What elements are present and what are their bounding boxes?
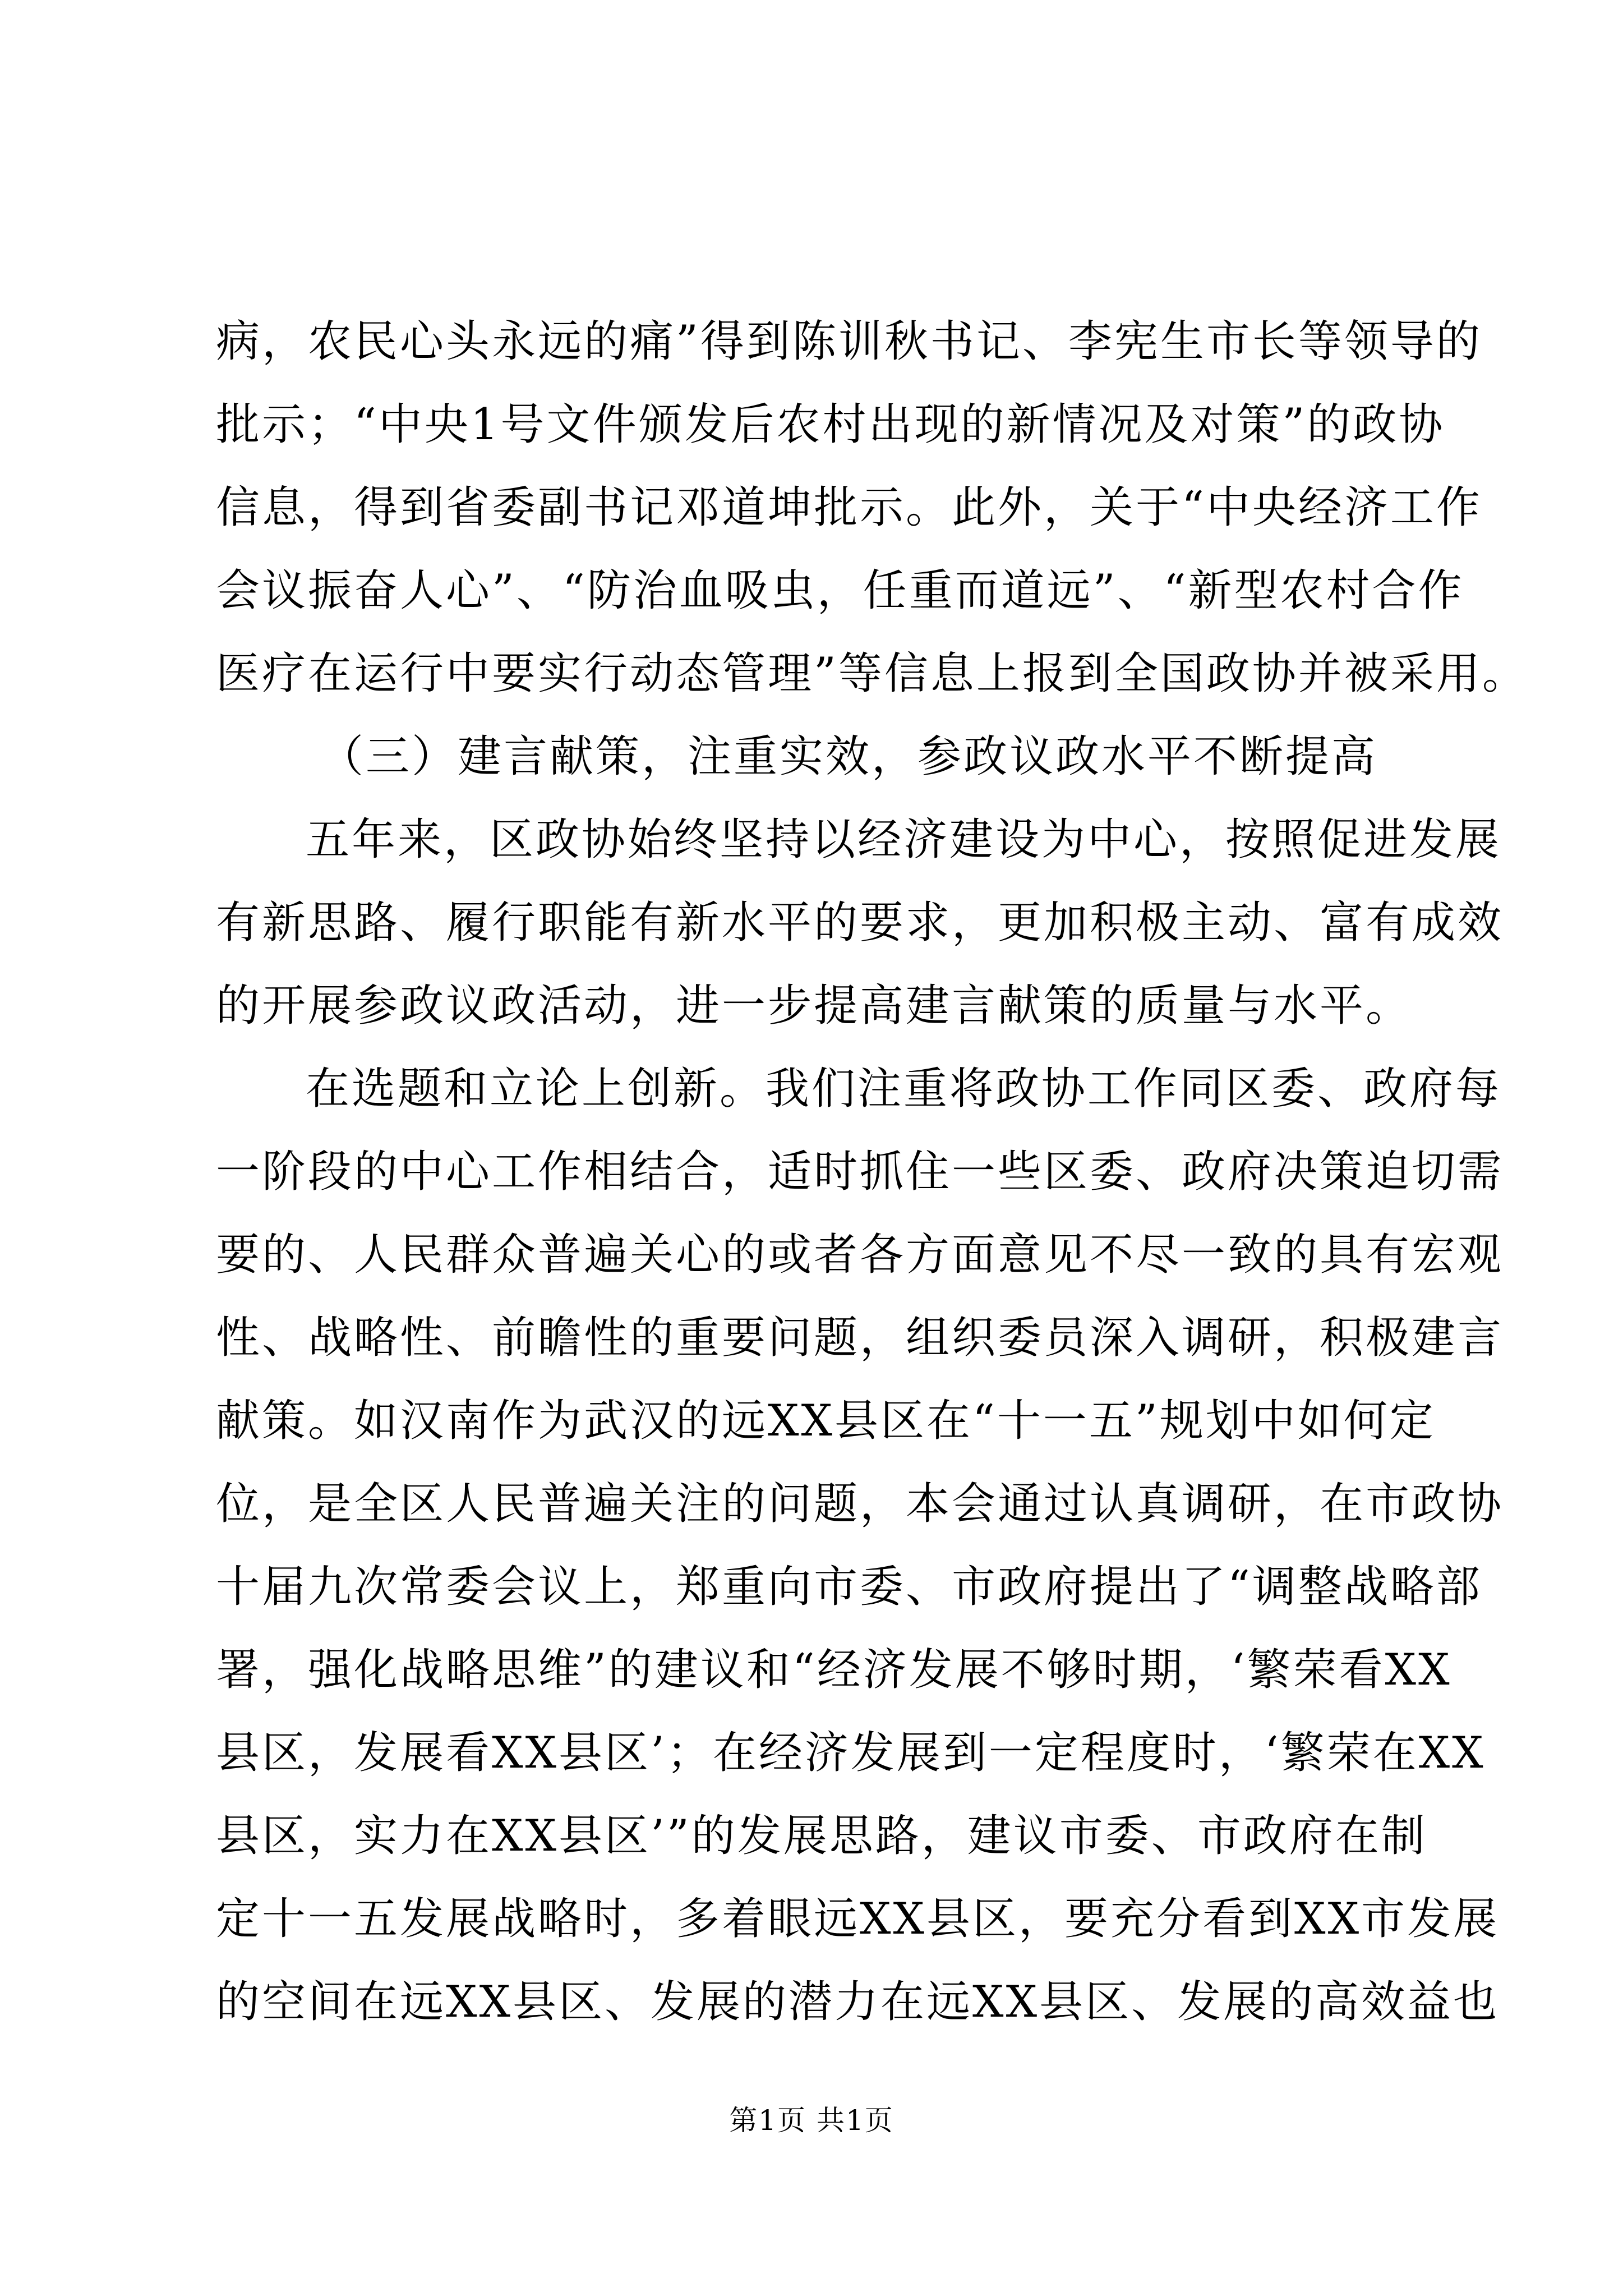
text-line: 献策。如汉南作为武汉的远XX县区在“十一五”规划中如何定	[216, 1396, 1436, 1446]
text-line: 性、战略性、前瞻性的重要问题，组织委员深入调研，积极建言	[216, 1313, 1504, 1363]
text-line: 十届九次常委会议上，郑重向市委、市政府提出了“调整战略部	[216, 1562, 1482, 1612]
text-line: 定十一五发展战略时，多着眼远XX县区，要充分看到XX市发展	[216, 1894, 1500, 1944]
text-line: 会议振奋人心”、“防治血吸虫，任重而道远”、“新型农村合作	[216, 565, 1464, 616]
text-line: 有新思路、履行职能有新水平的要求，更加积极主动、富有成效	[216, 898, 1504, 948]
text-line: 的开展参政议政活动，进一步提高建言献策的质量与水平。	[216, 981, 1412, 1031]
text-line: 的空间在远XX县区、发展的潜力在远XX县区、发展的高效益也	[216, 1977, 1500, 2027]
text-line: 要的、人民群众普遍关心的或者各方面意见不尽一致的具有宏观	[216, 1230, 1504, 1280]
text-line: 信息，得到省委副书记邓道坤批示。此外，关于“中央经济工作	[216, 482, 1482, 533]
paragraph-first-line: 五年来，区政协始终坚持以经济建设为中心，按照促进发展	[306, 815, 1502, 865]
text-line: 署，强化战略思维”的建议和“经济发展不够时期，‘繁荣看XX	[216, 1645, 1452, 1695]
text-line: 医疗在运行中要实行动态管理”等信息上报到全国政协并被采用。	[216, 648, 1528, 699]
section-heading: （三）建言献策，注重实效，参政议政水平不断提高	[320, 731, 1378, 782]
body-text	[216, 300, 1528, 2044]
paragraph-first-line: 在选题和立论上创新。我们注重将政协工作同区委、政府每	[306, 1064, 1502, 1114]
text-line: 病，农民心头永远的痛”得到陈训秋书记、李宪生市长等领导的	[216, 316, 1482, 367]
text-line: 县区，实力在XX县区’”的发展思路，建议市委、市政府在制	[216, 1811, 1427, 1861]
text-line: 位，是全区人民普遍关注的问题，本会通过认真调研，在市政协	[216, 1479, 1504, 1529]
text-line: 一阶段的中心工作相结合，适时抓住一些区委、政府决策迫切需	[216, 1147, 1504, 1197]
text-line: 县区，发展看XX县区’；在经济发展到一定程度时，‘繁荣在XX	[216, 1728, 1486, 1778]
text-line: 批示；“中央1号文件颁发后农村出现的新情况及对策”的政协	[216, 399, 1445, 450]
page-number-footer: 第1页 共1页	[729, 2104, 894, 2137]
